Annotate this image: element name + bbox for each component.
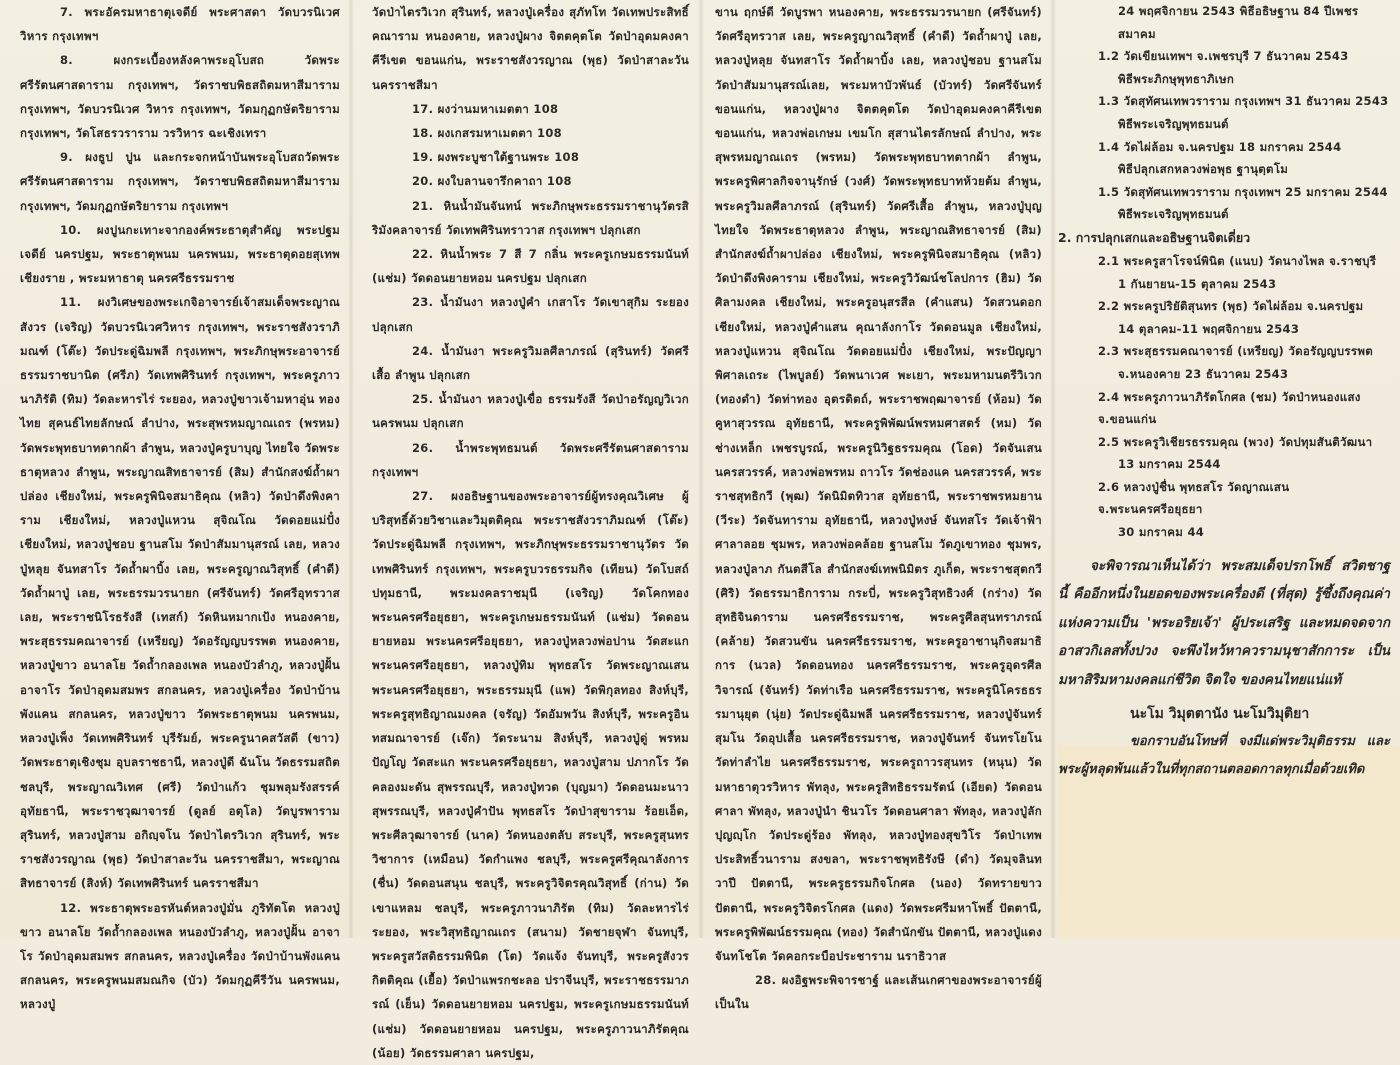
column-2-paragraph-7: 22. หินน้ำพระ 7 สี 7 กลิ่น พระครูเกษมธรรมนันท์ (แช่ม) วัดดอนยายหอม นครปฐม ปลุกเสก	[372, 247, 689, 286]
ceremony-list-item: 2.2 พระครูปริยัติสุนทร (พุธ) วัดไผ่ล้อม จ.นครปฐม	[1098, 299, 1364, 314]
column-2-paragraph-8: 23. น้ำมันงา หลวงปู่คำ เกสาโร วัดเขาสุกิม ระยอง ปลุกเสก	[372, 295, 689, 334]
ceremony-list-item: 2.5 พระครูวิเชียรธรรมคุณ (พวง) วัดปทุมสันติวัฒนา	[1098, 434, 1373, 449]
column-divider	[698, 0, 704, 938]
text-column-3	[705, 0, 1048, 1012]
ceremony-list-item: 2.3 พระสุธรรมคณาจารย์ (เหรียญ) วัดอรัญญบรรพต	[1098, 344, 1373, 359]
column-2-paragraph-11: 26. น้ำพระพุทธมนต์ วัดพระศรีรัตนศาสดาราม กรุงเทพฯ	[372, 440, 689, 479]
ceremony-list-item: พิธีพระเจริญพุทธมนต์	[1118, 116, 1229, 131]
column-3-paragraph-2: 28. ผงอิฐพระพิจารชาฐ์ และเส้นเกศาของพระอาจารย์ผู้เป็นใน	[715, 973, 1042, 1012]
column-2-paragraph-1: วัดป่าไตรวิเวก สุรินทร์, หลวงปู่เครื่อง สุภัทโท วัดเทพประสิทธิ์คณาราม หนองคาย, หลวงปู่ผาง จิตตคุตโต วัดป่าอุดมคงคาคีรีเขต ขอนแก่น, พระราชสังวรญาณ (พุธ) วัดป่าสาละวัน นครราชสีมา	[372, 5, 689, 92]
ceremony-list-item: จ.หนองคาย 23 ธันวาคม 2543	[1118, 366, 1289, 381]
column-2-paragraph-3: 18. ผงเกสรมหาเมตตา 108	[412, 126, 562, 141]
ceremony-list-item: 1.5 วัดสุทัศนเทพวราราม กรุงเทพฯ 25 มกราคม 2544	[1098, 184, 1388, 199]
closing-paragraph: ขอกราบอันโทษที่ จงมีแด่พระวิมุติธรรม และพระผู้หลุดพ้นแล้วในที่ทุกสถานตลอดกาลทุกเมื่อด้วยเทิด	[1058, 734, 1390, 778]
ceremony-list-item: 1.2 วัดเขียนเทพฯ จ.เพชรบุรี 7 ธันวาคม 2543	[1098, 49, 1349, 64]
column-2-paragraph-4: 19. ผงพระบูชาใต้ฐานพระ 108	[412, 150, 580, 165]
reflection-paragraph: จะพิจารณาเห็นได้ว่า พระสมเด็จปรกโพธิ์ สวิตชาฐ นี้ คืออีกหนึ่งในยอดของพระเครื่องดี (ที่สุด) รู้ซึ้งถึงคุณค่าแห่งความเป็น 'พระอริยเจ้า' ผู้ประเสริฐ และหมดจดจากอาสวกิเลสทั้งปวง จะพึงไหว้หาควรามนุชาสักการะ เป็นมหาสิริมหามงคลแก่ชีวิต จิตใจ ของคนไทยแน่แท้	[1058, 557, 1390, 688]
column-1-paragraph-5: 11. ผงวิเศษของพระเกจิอาจารย์เจ้าสมเด็จพระญาณสังวร (เจริญ) วัดบวรนิเวศวิหาร กรุงเทพฯ, พระราชสังวราภิมณฑ์ (โต๊ะ) วัดประดู่ฉิมพลี กรุงเทพฯ, พระภิกษุพระอาจารย์ธรรมราชบานิต (ศรีภ) วัดเทพศิรินทร์ กรุงเทพฯ, พระครูภาวนาภิรัติ (ทิม) วัดละหารไร่ ระยอง, หลวงปู่ขาวเจ้ามหาอุ่น ทองไทย สุคนธ์ไทยลักษณ์ ลำปาง, พระสุพรหมญาณเถร (พรหม) วัดพระพุทธบาทตากผ้า ลำพูน, หลวงปู่ครูบาบุญ ไทยใจ วัดพระธาตุหลวง ลำพูน, พระญาณสิทธาจารย์ (สิม) สำนักสงฆ์ถ้ำผาปล่อง เชียงใหม่, พระครูพินิจสมาธิคุณ (หลิว) วัดป่าดึงพิงคาราม เชียงใหม่, หลวงปู่แหวน สุจิณโณ วัดดอยแม่ปั๋ง เชียงใหม่, หลวงปู่ชอบ ฐานสโม วัดป่าสัมมานุสรณ์ เลย, หลวงปู่หลุย จันทสาโร วัดถ้ำผาบิ้ง เลย, พระครูญาณวิสุทธิ์ (คำดี) วัดถ้ำผาปู่ เลย, พระธรรมวรนายก (ศรีจันทร์) วัดศรีอุทรวาส เลย, พระราชนิโรธรังสี (เทสก์) วัดหินหมากเป้ง หนองคาย, พระสุธรรมคณาจารย์ (เหรียญ) วัดอรัญญบรรพต หนองคาย, หลวงปู่ขาว อนาลโย วัดถ้ำกลองเพล หนองบัวลำภู, หลวงปู่ฝั้น อาจาโร วัดป่าอุดมสมพร สกลนคร, หลวงปู่เครื่อง วัดป่าบ้านพังแคน สกลนคร, หลวงปู่ขาว วัดพระธาตุพนม นครพนม, หลวงปู่เพ็ง วัดเทพศิรินทร์ บุรีรัมย์, พระครูนาคสวัสดี (ขาว) วัดพระธาตุเชิงชุม อุบลราชธานี, หลวงปู่ดี ฉันโน วัดธรรมสถิต ชลบุรี, พระญาณวิเทศ (ศรี) วัดป่าแก้ว ชุมพลุมรังสรรค์ อุทัยธานี, พระราชวุฒาจารย์ (ดูลย์ อตุโล) วัดบูรพาราม สุรินทร์, หลวงปู่สาม อกิญฺจโน วัดป่าไตรวิเวก สุรินทร์, พระราชสังวรญาณ (พุธ) วัดป่าสาละวัน นครราชสีมา, พระญาณสิทธาจารย์ (สิงห์) วัดเทพศิรินทร์ นครราชสีมา	[20, 295, 340, 891]
column-1-paragraph-4: 10. ผงปูนกะเทาะจากองค์พระธาตุสำคัญ พระปฐมเจดีย์ นครปฐม, พระธาตุพนม นครพนม, พระธาตุดอยสุเทพ เชียงราย , พระมหาธาตุ นครศรีธรรมราช	[20, 222, 340, 286]
column-2-paragraph-12: 27. ผงอธิษฐานของพระอาจารย์ผู้ทรงคุณวิเศษ ผู้บริสุทธิ์ด้วยวิชาและวิมุตติคุณ พระราชสังวราภิมณฑ์ (โต๊ะ) วัดประดู่ฉิมพลี กรุงเทพฯ, พระภิกษุพระธรรมราชานุวัตร วัดเทพศิรินทร์ กรุงเทพฯ, พระครูบวรธรรมกิจ (เทียน) วัดโบสถ์ ปทุมธานี, พระมงคลราชมุนี (เจริญ) วัดโคกทอง พระนครศรีอยุธยา, พระครูเกษมธรรมนันท์ (แช่ม) วัดดอนยายหอม พระนครศรีอยุธยา, หลวงปู่หลวงพ่อปาน วัดสะแก พระนครศรีอยุธยา, หลวงปู่ทิม พุทธสโร วัดพระญาณเสน พระนครศรีอยุธยา, พระธรรมมุนี (แพ) วัดพิกุลทอง สิงห์บุรี, พระครูสุทธิญาณมงคล (จรัญ) วัดอัมพวัน สิงห์บุรี, พระครูอินทสมณาจารย์ (เจ๊ก) วัดระนาม สิงห์บุรี, หลวงปู่ดู่ พรหมปัญโญ วัดสะแก พระนครศรีอยุธยา, หลวงปู่สาม ปภากโร วัดคลองมะดัน สุพรรณบุรี, หลวงปู่ทวด (บุญมา) วัดดอนมะนาว สุพรรณบุรี, หลวงปู่คำปัน พุทธสโร วัดป่าสุขาราม ร้อยเอ็ด, พระศีลวุฒาจารย์ (นาค) วัดหนองตลับ สระบุรี, พระครูสุนทรวิชาการ (เหมือน) วัดกำแพง ชลบุรี, พระครูศรีคุณาลังการ (ชื่น) วัดดอนสนุน ชลบุรี, พระครูวิจิตรคุณวิสุทธิ์ (ก่าน) วัดเขาแหลม ชลบุรี, พระครูภาวนาภิรัต (ทิม) วัดละหารไร่ ระยอง, พระวิสุทธิญาณเถร (สนาม) วัดชายจุฬา จันทบุรี, พระครูสวัสดิธรรมพินิต (โต) วัดแจ้ง จันทบุรี, พระครูสังวรกิตติคุณ (เยื้อ) วัดป่าแพรกชะลอ ปราจีนบุรี, พระราชธรรมาภรณ์ (เย็น) วัดดอนยายหอม นครปฐม, พระครูเกษมธรรมนันท์ (แช่ม) วัดดอนยายหอม นครปฐม, พระครูภาวนาภิรัตคุณ (น้อย) วัดธรรมศาลา นครปฐม,	[372, 489, 689, 1060]
ceremony-list-item: 1 กันยายน-15 ตุลาคม 2543	[1118, 276, 1277, 291]
column-1-paragraph-2: 8. ผงกระเบื้องหลังคาพระอุโบสถ วัดพระศรีรัตนศาสดาราม กรุงเทพฯ, วัดราชบพิธสถิตมหาสีมาราม กรุงเทพฯ, วัดบวรนิเวศ วิหาร กรุงเทพฯ, วัดมกุฏกษัตริยาราม กรุงเทพฯ, วัดโสธรวราราม วรวิหาร ฉะเชิงเทรา	[20, 53, 340, 141]
column-1-paragraph-3: 9. ผงธูป ปูน และกระจกหน้าบันพระอุโบสถวัดพระศรีรัตนศาสดาราม กรุงเทพฯ, วัดราชบพิธสถิตมหาสีมาราม กรุงเทพฯ, วัดมกุฏกษัตริยาราม กรุงเทพฯ	[20, 150, 340, 213]
column-2-paragraph-6: 21. หินน้ำมันจันทน์ พระภิกษุพระธรรมราชานุวัตรสิริมังคลาจารย์ วัดเทพศิรินทราวาส กรุงเทพฯ ปลุกเสก	[372, 198, 689, 237]
column-1-paragraph-1: 7. พระอัครมหาธาตุเจดีย์ พระศาสดา วัดบวรนิเวศวิหาร กรุงเทพฯ	[20, 5, 340, 44]
column-3-paragraph-1: ขาน ฤกษ์ดี วัดบูรพา หนองคาย, พระธรรมวรนายก (ศรีจันทร์) วัดศรีอุทรวาส เลย, พระครูญาณวิสุทธิ์ (คำดี) วัดถ้ำผาปู่ เลย, หลวงปู่หลุย จันทสาโร วัดถ้ำผาบิ้ง เลย, หลวงปู่ชอบ ฐานสโม วัดป่าสัมมานุสรณ์เลย, พระมหาบัวพันธ์ (บัวทร์) วัดศรีจันทร์ ขอนแก่น, หลวงปู่ผาง จิตตคุตโต วัดป่าอุดมคงคาคีรีเขต ขอนแก่น, หลวงพ่อเกษม เขมโก สุสานไตรลักษณ์ ลำปาง, พระสุพรหมญาณเถร (พรหม) วัดพระพุทธบาทตากผ้า ลำพูน, พระครูพิศาลกิจจานุรักษ์ (วงศ์) วัดพระพุทธบาทห้วยต้ม ลำพูน, พระครูวิมลศีลาภรณ์ (สุรินทร์) วัดศรีเสื้อ ลำพูน, หลวงปู่บุญ ไทยใจ วัดพระธาตุหลวง ลำพูน, พระญาณสิทธาจารย์ (สิม) สำนักสงฆ์ถ้ำผาปล่อง เชียงใหม่, พระครูพินิจสมาธิคุณ (หลิว) วัดป่าดึงพิงคาราม เชียงใหม่, พระครูวิวัฒน์ชโลปการ (ฮิม) วัดศิลามงคล เชียงใหม่, พระครูอนุสรสีล (คำแสน) วัดสวนดอก เชียงใหม่, หลวงปู่คำแสน คุณาลังกาโร วัดดอนมูล เชียงใหม่, หลวงปู่แหวน สุจิณโณ วัดดอยแม่ปั๋ง เชียงใหม่, พระปัญญาพิศาลเถระ (ไพบูลย์) วัดพนาเวศ พะเยา, พระมหามนตรีวิเวก (ทองดำ) วัดท่าทอง อุตรดิตถ์, พระราชพฤฒาจารย์ (ห้อม) วัดคูหาสุวรรณ อุทัยธานี, พระครูพิพัฒน์พรหมศาสตร์ (หม) วัดช่างเหล็ก เพชรบูรณ์, พระครูนิวิฐธรรมคุณ (โอด) วัดจันเสน นครสวรรค์, หลวงพ่อพรหม ถาวโร วัดช่องแค นครสวรรค์, พระราชสุทธิกวี (พุฒ) วัดนิมิตทิวาส อุทัยธานี, พระราชพรหมยาน (วีระ) วัดจันทาราม อุทัยธานี, หลวงปู่หงษ์ จันทสโร วัดเจ้าฟ้าศาลาลอย ชุมพร, หลวงพ่อคล้อย ฐานสโม วัดภูเขาทอง ชุมพร, หลวงปู่ลาภ กันตสีโล สำนักสงฆ์เทพนิมิตร ภูเก็ต, พระราชสุตกวี (ศิริ) วัดธรรมาธิการาม กระบี่, พระครูวิสุทธิวงศ์ (กร่าง) วัดสุทธิจินดาราม นครศรีธรรมราช, พระครูศีลสุนทราภรณ์ (คล้าย) วัดสวนขัน นครศรีธรรมราช, พระครูอาชานุกิจสมาธิการ (นวล) วัดดอนทอง นครศรีธรรมราช, พระครูอุดรศีลวิจารณ์ (จันทร์) วัดท่าเรือ นครศรีธรรมราช, พระครูนิโครธธรรมานุยุต (นุ่ย) วัดประดู่ฉิมพลี นครศรีธรรมราช, หลวงปู่จันทร์ สุมโน วัดอุปเสื้อ นครศรีธรรมราช, หลวงปู่จันทร์ จันทรโยโน วัดท่าลำไย นครศรีธรรมราช, พระครูถาวรสุนทร (หนุน) วัดมหาธาตุวรวิหาร พัทลุง, พระครูสิทธิธรรมรัตน์ (เอียด) วัดดอนศาลา พัทลุง, หลวงปู่นำ ชินวโร วัดดอนศาลา พัทลุง, หลวงปู่ลัก ปุญญฺโก วัดประดู่ร้อง พัทลุง, หลวงปู่ทองสุขวิโร วัดป่าเทพประสิทธิ์วนาราม สงขลา, พระราชพุทธิรังษี (ดำ) วัดมุจลินทวาปี ปัตตานี, พระครูธรรมกิจโกศล (นอง) วัดทรายขาว ปัตตานี, พระครูวิจิตรโกศล (แดง) วัดพระศรีมหาโพธิ์ ปัตตานี, พระครูพิพัฒน์ธรรมคุณ (ทอง) วัดสำนักขัน ปัตตานี, หลวงปู่แดง จันทโชโต วัดคอกระบือประชาราม นราธิวาส	[715, 5, 1042, 963]
column-1-paragraph-6: 12. พระธาตุพระอรหันต์หลวงปู่มั่น ภูริทัตโต หลวงปู่ขาว อนาลโย วัดถ้ำกลองเพล หนองบัวลำภู, หลวงปู่ฝั้น อาจาโร วัดป่าอุดมสมพร สกลนคร, หลวงปู่เครื่อง วัดป่าบ้านพังแคน สกลนคร, พระครูพนมสมณกิจ (บัว) วัดมกุฏคีรีวัน นครพนม, หลวงปู่	[20, 900, 340, 1012]
ceremony-list-item: 1.4 วัดไผ่ล้อม จ.นครปฐม 18 มกราคม 2544	[1098, 139, 1342, 154]
ceremony-list-item: 30 มกราคม 44	[1118, 525, 1205, 540]
ceremony-list-item: 13 มกราคม 2544	[1118, 457, 1221, 472]
ceremony-list-item: 2.1 พระครูสาโรจน์พินิต (แนบ) วัดนางไพล จ.ราชบุรี	[1098, 253, 1377, 268]
ceremony-list-item: 1.3 วัดสุทัศนเทพวราราม กรุงเทพฯ 31 ธันวาคม 2543	[1098, 94, 1389, 109]
text-column-4	[1058, 0, 1400, 938]
ceremony-list-item: พิธีปลุกเสกหลวงพ่อพุธ ฐานุตฺตโม	[1118, 162, 1289, 177]
ceremony-list-item: 14 ตุลาคม-11 พฤศจิกายน 2543	[1118, 321, 1300, 336]
text-column-2	[352, 0, 695, 1060]
section-heading: 2. การปลุกเสกและอธิษฐานจิตเดี่ยว	[1058, 229, 1251, 245]
ceremony-list-item: พิธีพระภิกษุพุทธาภิเษก	[1118, 71, 1235, 86]
column-2-paragraph-2: 17. ผงว่านมหาเมตตา 108	[412, 101, 559, 116]
ceremony-list-item: 24 พฤศจิกายน 2543 พิธีอธิษฐาน 84 ปีเพชรสมาคม	[1118, 4, 1359, 41]
ceremony-list-item: 2.6 หลวงปู่ชื่น พุทธสโร วัดญาณเสน จ.พระนครศรีอยุธยา	[1098, 479, 1290, 517]
ceremony-list-item: 2.4 พระครูภาวนาภิรัตโกศล (ชม) วัดป่าหนองแสง จ.ขอนแก่น	[1098, 389, 1361, 427]
text-column-1	[0, 0, 346, 1012]
column-divider	[1050, 0, 1056, 938]
column-2-paragraph-5: 20. ผงใบลานจารึกคาถา 108	[412, 174, 572, 189]
column-2-paragraph-10: 25. น้ำมันงา หลวงปู่เขื่อ ธรรมรังสี วัดป่าอรัญญวิเวก นครพนม ปลุกเสก	[372, 392, 689, 431]
ceremony-list-item: พิธีพระเจริญพุทธมนต์	[1118, 207, 1229, 222]
column-2-paragraph-9: 24. น้ำมันงา พระครูวิมลศีลาภรณ์ (สุรินทร์) วัดศรีเสื้อ ลำพูน ปลุกเสก	[372, 343, 689, 383]
prayer-line: นะโม วิมุตตานัง นะโมวิมุติยา	[1130, 706, 1310, 723]
